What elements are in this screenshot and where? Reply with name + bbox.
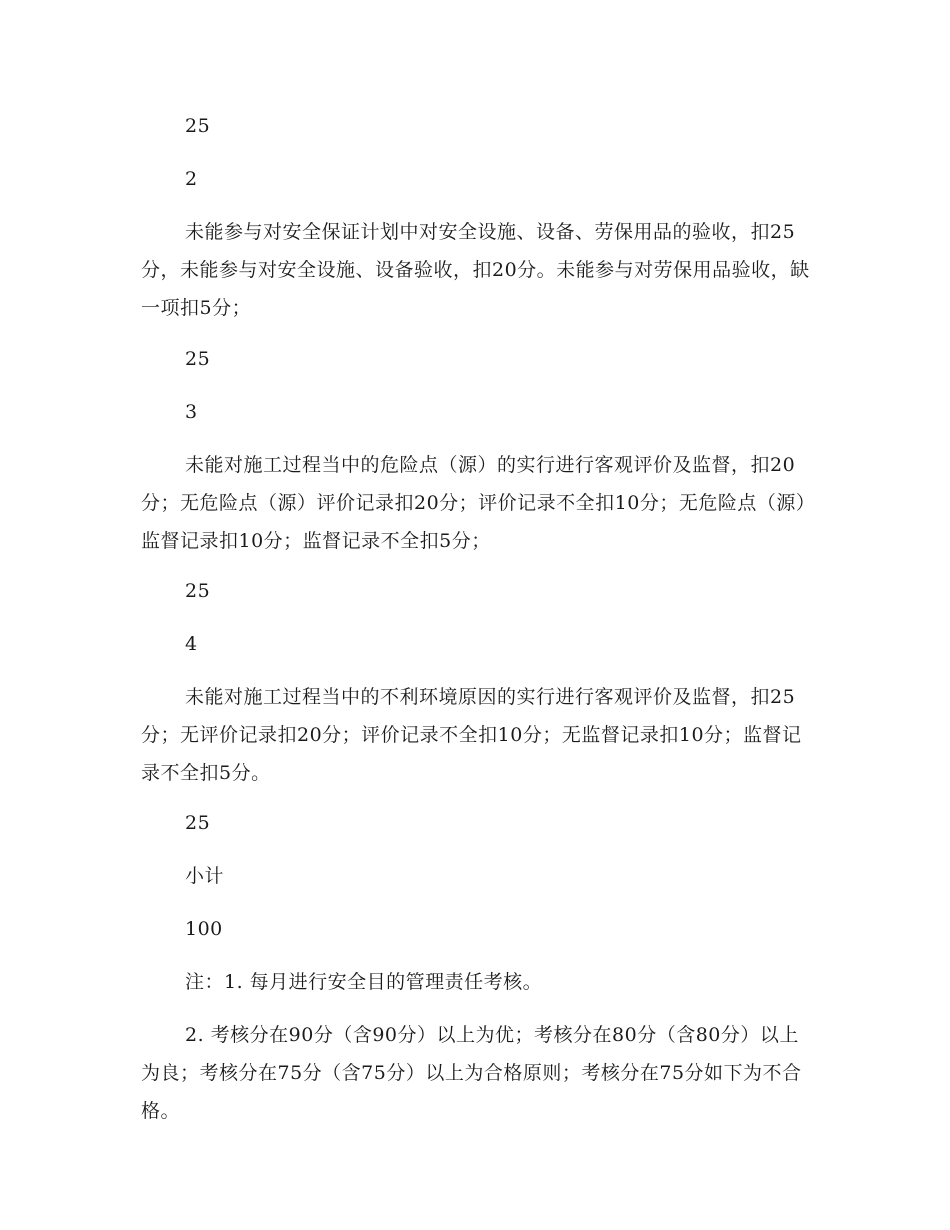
score-value: 25: [185, 812, 211, 834]
item-number: 2: [185, 168, 198, 190]
score-value: 25: [185, 115, 211, 137]
score-value: 25: [185, 348, 211, 370]
note-paragraph: 注：1. 每月进行安全目的管理责任考核。: [185, 971, 543, 993]
criteria-paragraph: 未能对施工过程当中的不利环境原因的实行进行客观评价及监督，扣25分；无评价记录扣20分；评价记录不全扣10分；无监督记录扣10分；监督记录不全扣5分。: [141, 686, 802, 784]
subtotal-label: 小计: [185, 865, 225, 887]
note-paragraph: 2. 考核分在90分（含90分）以上为优；考核分在80分（含80分）以上为良；考核分在75分（含75分）以上为合格原则；考核分在75分如下为不合格。: [141, 1024, 802, 1122]
criteria-paragraph: 未能对施工过程当中的危险点（源）的实行进行客观评价及监督，扣20分；无危险点（源）评价记录扣20分；评价记录不全扣10分；无危险点（源）监督记录扣10分；监督记录不全扣5分；: [141, 454, 806, 552]
item-number: 4: [185, 633, 198, 655]
item-number: 3: [185, 401, 198, 423]
score-value: 25: [185, 580, 211, 602]
criteria-paragraph: 未能参与对安全保证计划中对安全设施、设备、劳保用品的验收，扣25分，未能参与对安全设施、设备验收，扣20分。未能参与对劳保用品验收，缺一项扣5分；: [141, 221, 810, 319]
subtotal-value: 100: [185, 918, 223, 940]
